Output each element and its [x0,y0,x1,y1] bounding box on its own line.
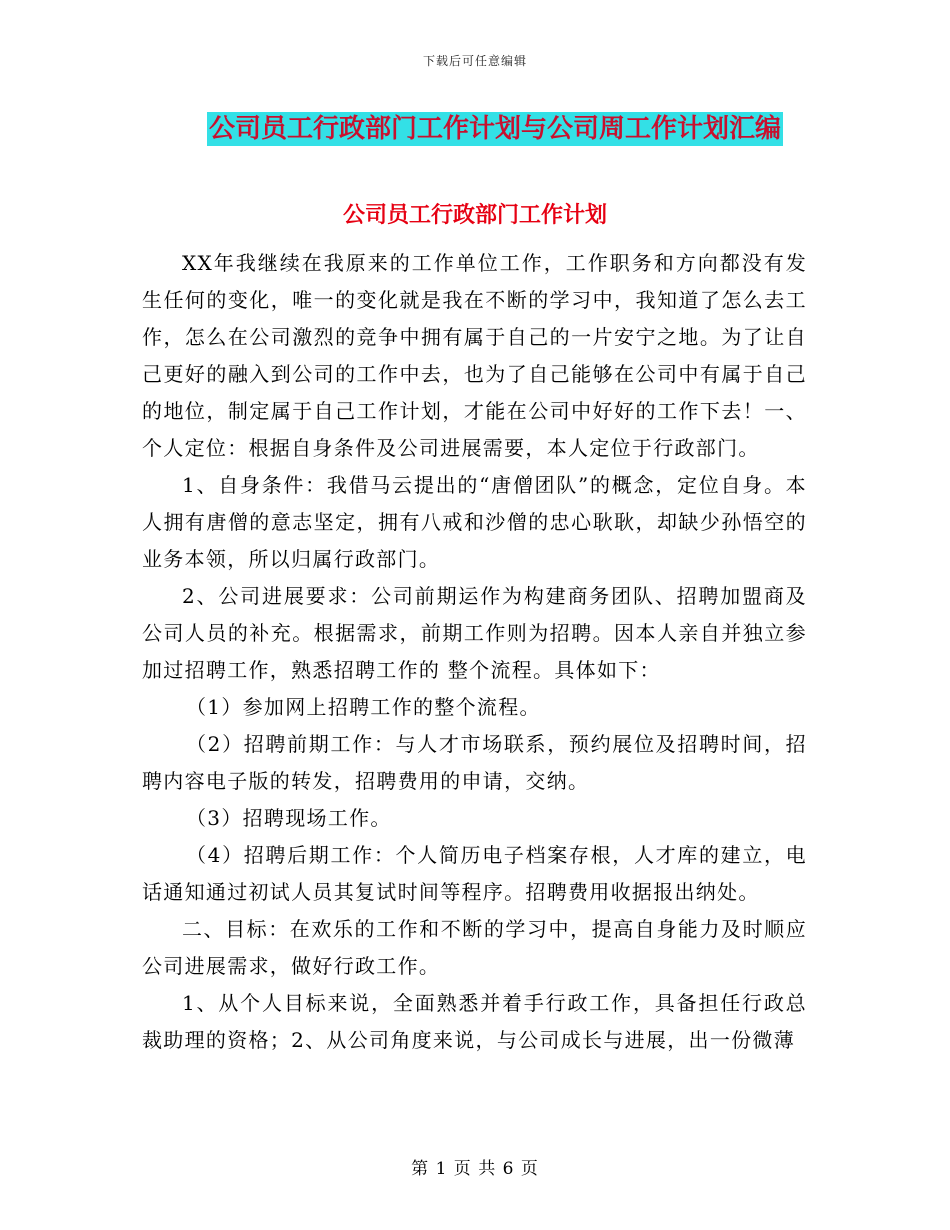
body-paragraph: 1、从个人目标来说，全面熟悉并着手行政工作，具备担任行政总裁助理的资格；2、从公司角度来说，与公司成长与进展，出一份微薄 [142,991,807,1052]
header-note: 下载后可任意编辑 [422,54,527,68]
document-main-title: 公司员工行政部门工作计划与公司周工作计划汇编 [209,114,782,144]
list-item: （4）招聘后期工作：个人简历电子档案存根，人才库的建立，电话通知通过初试人员其复试时间等程序。招聘费用收据报出纳处。 [142,843,807,904]
body-paragraph: 2、公司进展要求：公司前期运作为构建商务团队、招聘加盟商及公司人员的补充。根据需求，前期工作则为招聘。因本人亲自并独立参加过招聘工作，熟悉招聘工作的 整个流程。具体如下： [142,584,807,682]
body-paragraph: XX年我继续在我原来的工作单位工作，工作职务和方向都没有发生任何的变化，唯一的变化就是我在不断的学习中，我知道了怎么去工作，怎么在公司激烈的竞争中拥有属于自己的一片安宁之地。为了让自己更好的融入到公司的工作中去，也为了自己能够在公司中有属于自己的地位，制定属于自己工作计划，才能在公司中好好的工作下去！一、个人定位：根据自身条件及公司进展需要，本人定位于行政部门。 [142,251,807,460]
page-number: 第 1 页 共 6 页 [411,1159,539,1179]
document-section-title: 公司员工行政部门工作计划 [342,203,607,228]
document-body [142,245,807,1059]
body-paragraph: 二、目标：在欢乐的工作和不断的学习中，提高自身能力及时顺应公司进展需求，做好行政工作。 [142,917,807,978]
body-paragraph: 1、自身条件：我借马云提出的“唐僧团队”的概念，定位自身。本人拥有唐僧的意志坚定，拥有八戒和沙僧的忠心耿耿，却缺少孙悟空的业务本领，所以归属行政部门。 [142,473,807,571]
list-item: （1）参加网上招聘工作的整个流程。 [186,695,541,719]
list-item: （2）招聘前期工作：与人才市场联系，预约展位及招聘时间，招聘内容电子版的转发，招聘费用的申请，交纳。 [142,732,807,793]
list-item: （3）招聘现场工作。 [186,806,392,830]
